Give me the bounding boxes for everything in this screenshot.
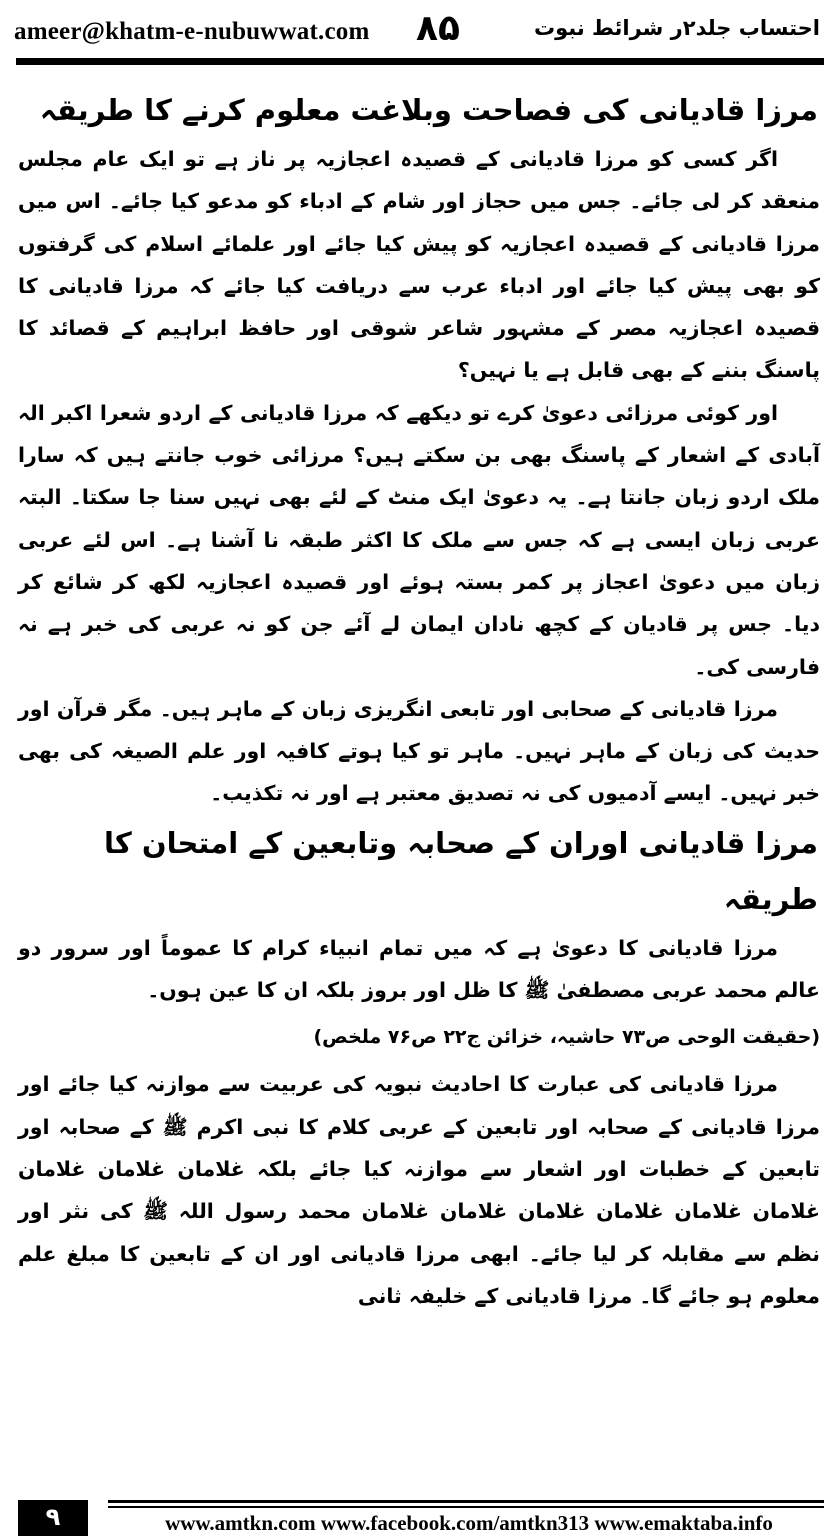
page-footer — [18, 1500, 824, 1540]
header-page-number: ۸۵ — [416, 8, 460, 49]
header-email: ameer@khatm-e-nubuwwat.com — [14, 18, 370, 45]
footer-page-number: ۹ — [18, 1500, 88, 1536]
running-head: احتساب جلد۲ر شرائط نبوت — [534, 16, 820, 40]
paragraph: مرزا قادیانی کا دعویٰ ہے کہ میں تمام انبیاء کرام کا عموماً اور سرور دو عالم محمد عربی مصطفیٰ ﷺ کا ظل اور بروز بلکہ ان کا عین ہوں۔ — [18, 935, 820, 1003]
paragraph: اور کوئی مرزائی دعویٰ کرے تو دیکھے کہ مرزا قادیانی کے اردو شعرا اکبر الہ آبادی کے اشعار کے پاسنگ بھی بن سکتے ہیں؟ مرزائی خوب جانتے ہیں کہ سارا ملک اردو زبان جانتا ہے۔ یہ دعویٰ ایک منٹ کے لئے بھی نہیں سنا جا سکتا۔ البتہ عربی زبان ایسی ہے کہ جس سے ملک کا اکثر طبقہ نا آشنا ہے۔ اس لئے عربی زبان میں دعویٰ اعجاز پر کمر بستہ ہوئے اور قصیدہ اعجازیہ لکھ کر شائع کر دیا۔ جس پر قادیان کے کچھ نادان ایمان لے آئے جن کو نہ عربی کی خبر ہے نہ فارسی کی۔ — [18, 400, 820, 679]
page-content — [18, 82, 820, 1317]
footer-websites[interactable]: www.amtkn.com www.facebook.com/amtkn313 www.emaktaba.info — [165, 1511, 773, 1535]
footer-rule — [108, 1500, 824, 1503]
paragraph: مرزا قادیانی کی عبارت کا احادیث نبویہ کی عربیت سے موازنہ کیا جائے اور مرزا قادیانی کے صحابہ اور تابعین کے عربی کلام کا نبی اکرم ﷺ کے صحابہ اور تابعین کے خطبات اور اشعار سے موازنہ کیا جائے بلکہ غلامان غلامان غلامان غلامان غلامان غلامان غلامان غلامان غلامان محمد رسول اللہ ﷺ کی نثر اور نظم سے مقابلہ کر لیا جائے۔ ابھی مرزا قادیانی اور ان کے تابعین کا مبلغ علم معلوم ہو جائے گا۔ مرزا قادیانی کے خلیفہ ثانی — [18, 1072, 820, 1308]
page-header — [14, 8, 820, 50]
header-rule — [16, 58, 824, 65]
paragraph: مرزا قادیانی کے صحابی اور تابعی انگریزی زبان کے ماہر ہیں۔ مگر قرآن اور حدیث کی زبان کے ماہر نہیں۔ ماہر تو کیا ہوتے کافیہ اور علم الصیغہ کی بھی خبر نہیں۔ ایسے آدمیوں کی نہ تصدیق معتبر ہے اور نہ تکذیب۔ — [18, 696, 820, 806]
section-heading: مرزا قادیانی کی فصاحت وبلاغت معلوم کرنے کا طریقہ — [39, 93, 818, 127]
footer-rule — [108, 1506, 824, 1508]
paragraph: اگر کسی کو مرزا قادیانی کے قصیدہ اعجازیہ پر ناز ہے تو ایک عام مجلس منعقد کر لی جائے۔ جس میں حجاز اور شام کے ادباء کو مدعو کیا جائے۔ اس میں مرزا قادیانی کے قصیدہ اعجازیہ کو پیش کیا جائے اور علمائے اسلام کی گرفتوں کو بھی پیش کیا جائے اور ادباء عرب سے دریافت کیا جائے کہ مرزا قادیانی کا قصیدہ اعجازیہ مصر کے مشہور شاعر شوقی اور حافظ ابراہیم کے قصائد کا پاسنگ بننے کے بھی قابل ہے یا نہیں؟ — [18, 147, 820, 383]
citation: (حقیقت الوحی ص۷۳ حاشیہ، خزائن ج۲۲ ص۷۶ ملخص) — [313, 1026, 820, 1049]
section-heading: مرزا قادیانی اوران کے صحابہ وتابعین کے امتحان کا طریقہ — [104, 825, 818, 916]
